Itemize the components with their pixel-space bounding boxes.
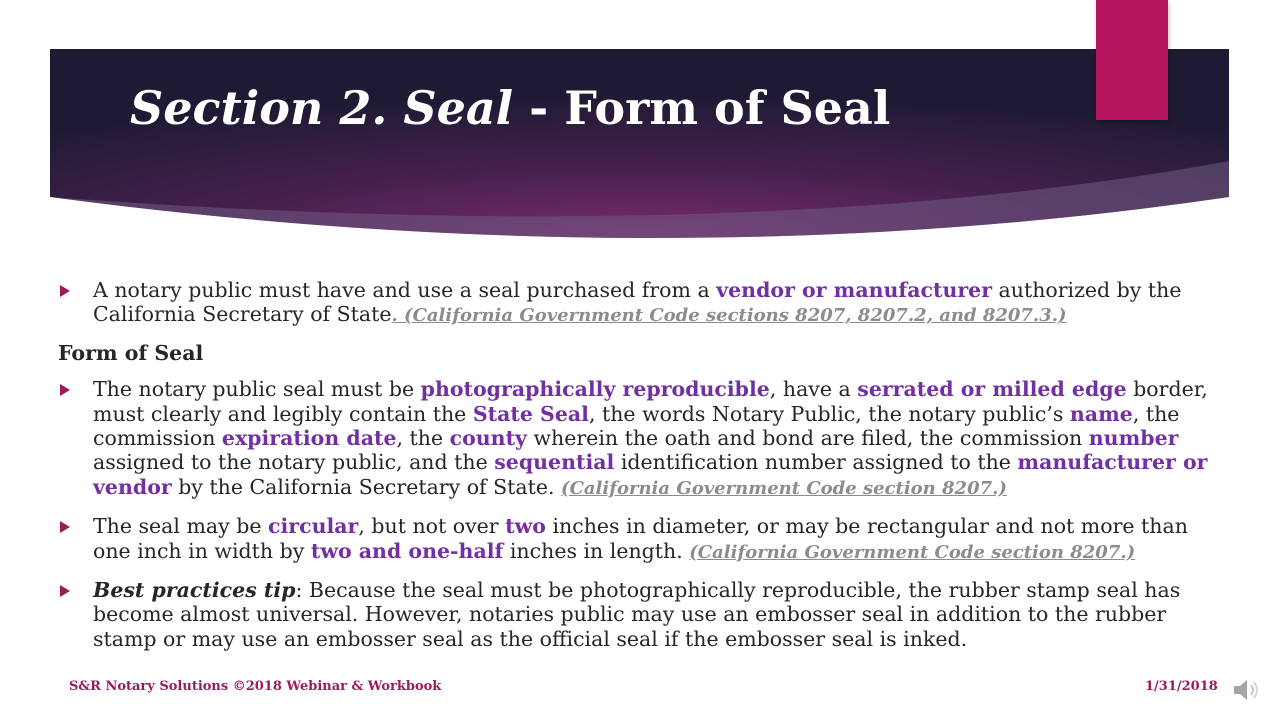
bullet-text: , the commission [93,401,1180,451]
highlight-state-seal: State Seal [472,401,589,426]
accent-bar [1096,0,1168,120]
bullet-text: inches in diameter, or may be rectangular and not more than one inch in width by [93,514,1188,563]
bullet-text: identification number assigned to the [614,450,1018,475]
bullet-text: The seal may be [93,514,269,539]
bullet-text: A notary public must have and use a seal purchased from a [93,278,717,302]
highlight-circular: circular [268,514,359,539]
highlight-name: name [1069,401,1133,426]
highlight-sequential: sequential [494,450,615,475]
highlight-two-half: two and one-half [310,538,504,563]
highlight-vendor: vendor or manufacturer [716,278,993,302]
bullet-requirements [58,377,1223,501]
slide-title [130,78,890,138]
bullet-text: , have a [769,377,858,402]
speaker-icon[interactable] [1232,676,1266,704]
bullet-text: by the California Secretary of State. [171,474,562,499]
bullet-text: , but not over [358,514,506,539]
bullet-text: , the [396,426,450,451]
triangle-right-icon [60,285,70,297]
citation-link[interactable]: (California Government Code section 8207.) [561,477,1007,499]
section-heading: Form of Seal [58,340,204,365]
footer-copyright: S&R Notary Solutions ©2018 Webinar & Workbook [69,679,442,694]
highlight-edge: serrated or milled edge [857,377,1127,402]
triangle-right-icon [60,585,70,597]
highlight-two: two [505,514,546,539]
highlight-number: number [1088,426,1179,451]
citation-link[interactable]: (California Government Code section 8207.) [689,541,1136,563]
bullet-text: , the words Notary Public, the notary public’s [588,401,1070,426]
bullet-best-practice [58,578,1223,651]
bullet-text: wherein the oath and bond are filed, the commission [526,426,1089,451]
bullet-text: border, must clearly and legibly contain the [93,377,1208,426]
tip-label: Best practices tip [93,578,296,603]
highlight-manufacturer: manufacturer or vendor [93,450,1208,499]
highlight-expiration: expiration date [221,426,397,451]
highlight-reproducible: photographically reproducible [420,377,770,402]
triangle-right-icon [60,384,70,396]
bullet-vendor [58,278,1223,329]
slide-content [58,278,1223,651]
bullet-text: : Because the seal must be photographically reproducible, the rubber stamp seal has become almost universal. However, notaries public may use an embosser seal in addition to the rubber stamp or may use an embosser seal as the official seal if the embosser seal is inked. [93,578,1181,651]
bullet-text: The notary public seal must be [93,377,421,402]
title-topic: - Form of Seal [513,81,891,135]
bullet-text: inches in length. [503,538,690,563]
bullet-text: assigned to the notary public, and the [93,450,495,475]
footer-date: 1/31/2018 [1145,679,1218,694]
bullet-shape [58,514,1223,565]
bullet-text: authorized by the California Secretary of State [93,278,1182,327]
highlight-county: county [449,426,527,451]
citation-link[interactable]: . (California Government Code sections 8207, 8207.2, and 8207.3.) [391,305,1067,327]
title-section: Section 2. Seal [130,81,514,135]
triangle-right-icon [60,521,70,533]
